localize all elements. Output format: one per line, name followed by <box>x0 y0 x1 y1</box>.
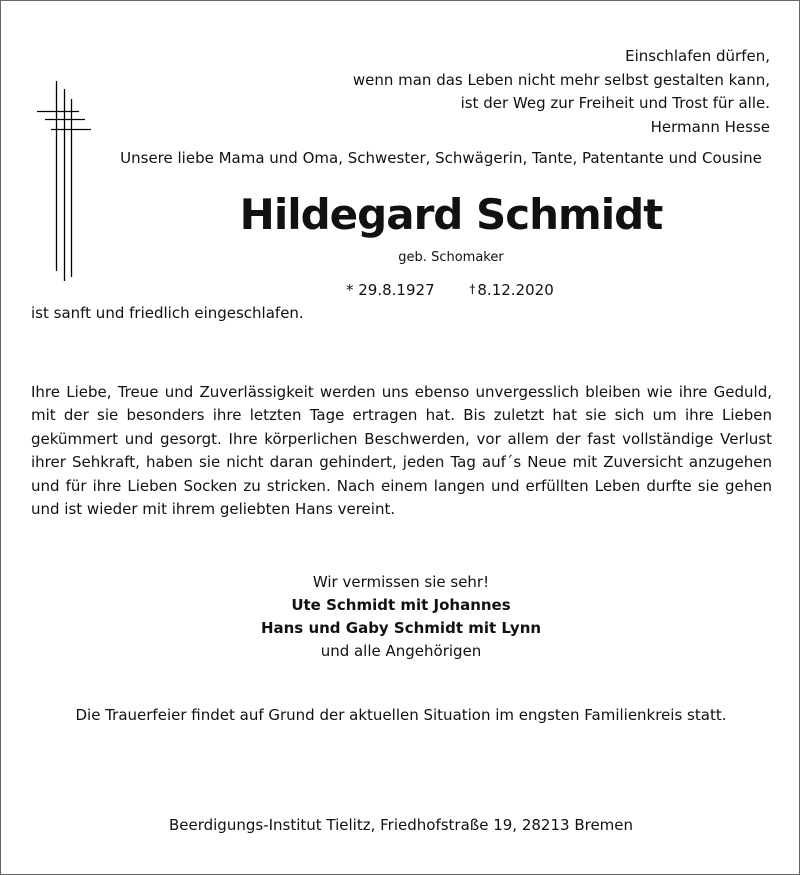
tribute-line: mit der sie besonders ihre letzten Tage ertragen hat. Bis zuletzt hat sie sich um ihre Lieben <box>31 406 772 425</box>
quote-line: ist der Weg zur Freiheit und Trost für alle. <box>460 94 770 112</box>
dagger-icon: † <box>469 282 476 296</box>
family-member-line: Ute Schmidt mit Johannes <box>291 596 511 614</box>
family-signoff <box>201 571 601 663</box>
funeral-notice: Die Trauerfeier findet auf Grund der aktuellen Situation im engsten Familienkreis statt. <box>75 706 727 724</box>
life-dates <box>346 281 554 299</box>
funeral-home-address: Beerdigungs-Institut Tielitz, Friedhofstraße 19, 28213 Bremen <box>168 816 634 834</box>
tribute-line: und ist wieder mit ihrem geliebten Hans vereint. <box>31 500 396 519</box>
deceased-name: Hildegard Schmidt <box>239 190 663 239</box>
death-date-group <box>469 281 553 299</box>
tribute-line: gekümmert und gesorgt. Ihre körperlichen Beschwerden, vor allem der fast vollständige Verlust <box>31 429 772 448</box>
signoff-line: und alle Angehörigen <box>320 642 482 660</box>
tribute-line: und für ihre Lieben Socken zu stricken. Nach einem langen und erfüllten Leben durfte sie gehen <box>31 476 772 495</box>
cross-icon <box>37 81 93 281</box>
family-member-line: Hans und Gaby Schmidt mit Lynn <box>260 619 542 637</box>
death-date: 8.12.2020 <box>477 281 554 299</box>
passed-away-text: ist sanft und friedlich eingeschlafen. <box>31 304 304 322</box>
intro-line: Unsere liebe Mama und Oma, Schwester, Schwägerin, Tante, Patentante und Cousine <box>120 149 762 167</box>
tribute-line: ihrer Sehkraft, haben sie nicht daran gehindert, jeden Tag auf´s Neue mit Zuversicht anzugehen <box>31 453 772 472</box>
birth-date: * 29.8.1927 <box>346 281 435 299</box>
tribute-paragraph <box>31 381 772 521</box>
signoff-line: Wir vermissen sie sehr! <box>312 573 490 591</box>
quote-author: Hermann Hesse <box>650 117 770 136</box>
tribute-line: Ihre Liebe, Treue und Zuverlässigkeit werden uns ebenso unvergesslich bleiben wie ihre Geduld, <box>31 383 772 401</box>
birth-name: geb. Schomaker <box>398 250 504 265</box>
quote-line: Einschlafen dürfen, <box>625 47 770 65</box>
quote-line: wenn man das Leben nicht mehr selbst gestalten kann, <box>352 70 770 89</box>
hesse-quote <box>250 45 770 139</box>
